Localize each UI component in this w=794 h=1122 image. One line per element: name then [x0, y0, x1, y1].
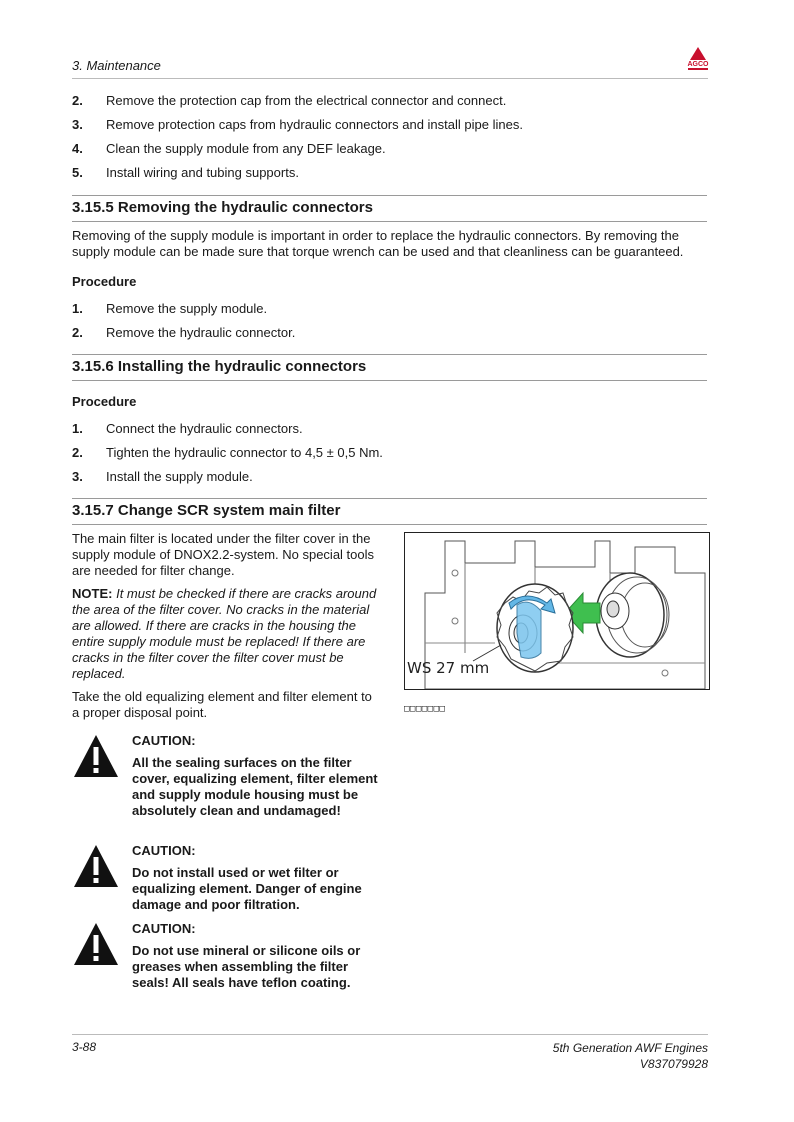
header-section-title: 3. Maintenance [72, 58, 161, 73]
list-item [72, 469, 712, 493]
step-text: Clean the supply module from any DEF leakage. [106, 141, 386, 156]
step-number: 4. [72, 141, 83, 156]
caution-text: Do not install used or wet filter or equalizing element. Danger of engine damage and poor filtration. [132, 865, 362, 912]
warning-triangle-icon [72, 733, 120, 779]
note-text: It must be checked if there are cracks around the area of the filter cover. No cracks in the material are allowed. If there are cracks in the housing the entire supply module must be replaced! If there are cracks in the filter cover the filter cover must be replaced. [72, 586, 377, 681]
step-text: Remove the protection cap from the electrical connector and connect. [106, 93, 507, 108]
list-item [72, 301, 712, 325]
list-item [72, 445, 712, 469]
supply-module-drawing [405, 533, 709, 689]
caution-text: Do not use mineral or silicone oils or greases when assembling the filter seals! All seals have teflon coating. [132, 943, 361, 990]
section-title: 3.15.5 Removing the hydraulic connectors [72, 199, 373, 216]
warning-triangle-icon [72, 921, 120, 967]
document-code: V837079928 [639, 1057, 708, 1071]
page-number: 3-88 [72, 1040, 97, 1054]
step-number: 2. [72, 445, 83, 460]
caution-heading: CAUTION: [132, 921, 196, 936]
agco-logo [684, 46, 712, 72]
footer-document-info [553, 1040, 708, 1072]
step-text: Remove the hydraulic connector. [106, 325, 296, 340]
note-label: NOTE: [72, 586, 113, 601]
caution-block [72, 921, 382, 991]
list-item [72, 93, 712, 117]
section-heading-3155 [72, 195, 707, 222]
manual-title: 5th Generation AWF Engines [552, 1041, 708, 1055]
intro-steps [72, 93, 712, 189]
section-title: 3.15.6 Installing the hydraulic connectors [72, 358, 367, 375]
step-text: Install the supply module. [106, 469, 253, 484]
step-text: Connect the hydraulic connectors. [106, 421, 303, 436]
header-rule [72, 78, 708, 79]
caution-heading: CAUTION: [132, 843, 196, 858]
procedure-label: Procedure [72, 274, 137, 289]
filter-cover-figure [404, 532, 710, 690]
step-number: 1. [72, 421, 83, 436]
section-paragraph: Removing of the supply module is important in order to replace the hydraulic connectors. By removing the supply module can be made sure that torque wrench can be used and that cleanliness can be guaranteed. [72, 228, 684, 259]
procedure-steps-3156 [72, 421, 712, 493]
filter-text-column [72, 531, 377, 728]
step-text: Remove protection caps from hydraulic connectors and install pipe lines. [106, 117, 523, 132]
section-heading-3157 [72, 498, 707, 525]
caution-block [72, 843, 382, 913]
list-item [72, 421, 712, 445]
wrench-size-label: WS 27 mm [407, 659, 490, 677]
logo-text: AGCO [687, 61, 709, 68]
section-heading-3156 [72, 354, 707, 381]
list-item [72, 325, 712, 349]
step-number: 3. [72, 117, 83, 132]
procedure-steps-3155 [72, 301, 712, 349]
intro-paragraph: The main filter is located under the filter cover in the supply module of DNOX2.2-system. No special tools are needed for filter change. [72, 531, 375, 578]
disposal-paragraph: Take the old equalizing element and filter element to a proper disposal point. [72, 689, 372, 720]
section-title: 3.15.7 Change SCR system main filter [72, 502, 341, 519]
step-number: 1. [72, 301, 83, 316]
footer-rule [72, 1034, 708, 1035]
caution-text: All the sealing surfaces on the filter cover, equalizing element, filter element and supply module housing must be absolutely clean and undamaged! [132, 755, 378, 818]
figure-id: □□□□□□□ [404, 704, 446, 714]
procedure-label: Procedure [72, 394, 137, 409]
list-item [72, 165, 712, 189]
list-item [72, 141, 712, 165]
step-number: 5. [72, 165, 83, 180]
step-text: Remove the supply module. [106, 301, 268, 316]
step-number: 3. [72, 469, 83, 484]
caution-block [72, 733, 382, 833]
step-number: 2. [72, 325, 83, 340]
list-item [72, 117, 712, 141]
note-paragraph [72, 586, 377, 682]
caution-heading: CAUTION: [132, 733, 196, 748]
step-text: Tighten the hydraulic connector to 4,5 ± 0,5 Nm. [106, 445, 383, 460]
step-number: 2. [72, 93, 83, 108]
warning-triangle-icon [72, 843, 120, 889]
step-text: Install wiring and tubing supports. [106, 165, 299, 180]
